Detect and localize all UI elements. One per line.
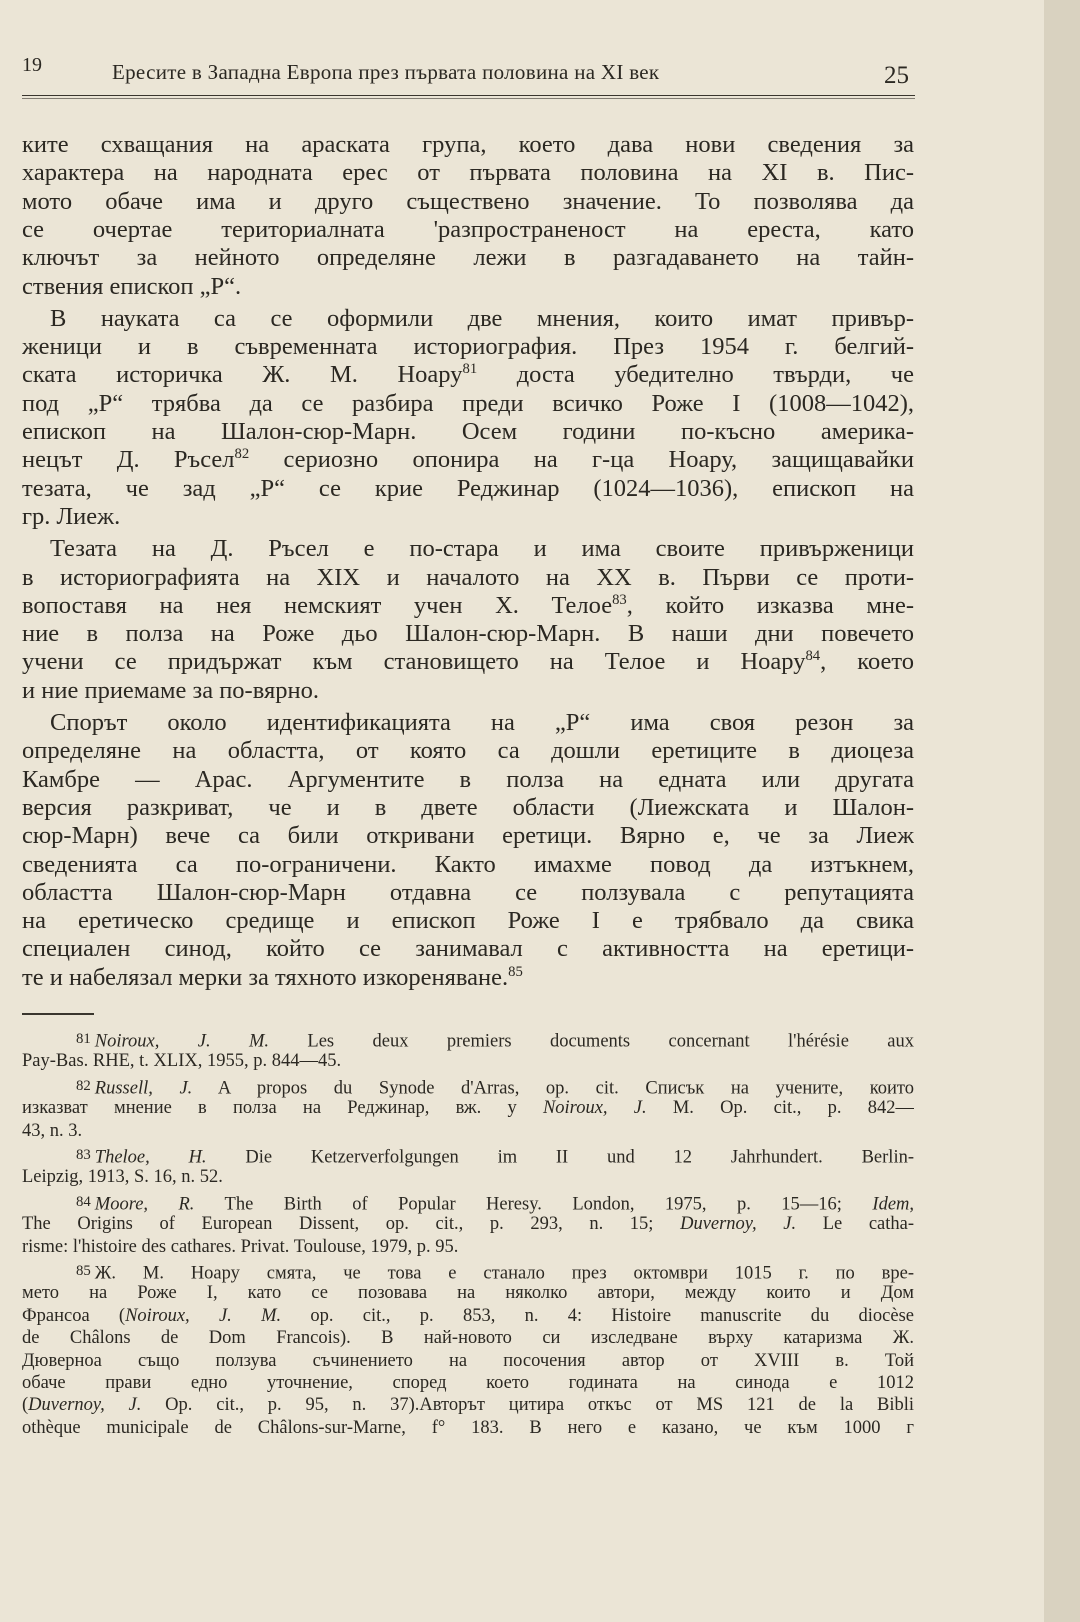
body-line [22, 130, 914, 160]
body-line [22, 765, 914, 795]
text-segment: мето на Роже I, като се позовава на няколко автори, между които и Дом [22, 1283, 914, 1304]
text-segment: Тезата на Д. Ръсел е по-стара и има своите привърженици [50, 535, 914, 563]
text-segment: Theloe, H. [94, 1147, 207, 1167]
body-line [22, 304, 914, 334]
text-segment: определяне на областта, от която са дошли еретиците в диоцеза [22, 737, 914, 765]
text-segment: ( [22, 1395, 29, 1416]
text-segment: сюр-Марн) вече са били откривани еретици. Вярно е, че за Лиеж [22, 822, 914, 850]
body-line [22, 647, 914, 677]
body-line [22, 676, 914, 706]
body-line [22, 474, 914, 504]
body-line [22, 850, 914, 880]
footnote-line [22, 1075, 914, 1098]
footnote-number: 85 [76, 1263, 91, 1279]
text-segment: ствения епископ „Р“. [22, 272, 242, 300]
text-segment: Leipzig, 1913, S. 16, n. 52. [22, 1167, 223, 1188]
text-segment: Камбре — Арас. Аргументите в полза на едната или другата [22, 765, 914, 793]
footnote-line [22, 1213, 914, 1236]
footnote-line [22, 1191, 914, 1214]
header-rule-secondary [22, 98, 915, 99]
text-segment: The Origins of European Dissent, op. cit., p. 293, n. 15; [22, 1214, 681, 1235]
body-line [22, 502, 914, 532]
text-segment: The Birth of Popular Heresy. London, 1975, p. 15—16; [194, 1194, 873, 1214]
body-line [22, 619, 914, 649]
footnote-number: 81 [76, 1031, 91, 1047]
footnote-line [22, 1350, 914, 1373]
text-segment: Op. cit., p. 95, n. 37).Авторът цитира откъс от MS 121 de la Bibli [141, 1395, 914, 1416]
text-segment: учени се придържат към становището на Телое и Ноару [22, 648, 806, 676]
text-segment: ската историчка Ж. М. Ноару [22, 361, 463, 389]
page-edge [1044, 0, 1080, 1622]
text-segment: Pay-Bas. RHE, t. XLIX, 1955, p. 844—45. [22, 1051, 342, 1072]
footnote-line [22, 1372, 914, 1395]
footnote-reference: 83 [612, 591, 627, 608]
footnote-line [22, 1394, 914, 1417]
text-segment: Die Ketzerverfolgungen im II und 12 Jahrhundert. Berlin- [206, 1147, 914, 1167]
text-segment: Франсоа ( [22, 1305, 126, 1326]
text-segment: ние в полза на Роже дьо Шалон-сюр-Марн. В наши дни повечето [22, 620, 914, 648]
body-line [22, 821, 914, 851]
body-line [22, 272, 914, 302]
text-segment: Спорът около идентификацията на „Р“ има своя резон за [50, 709, 914, 736]
text-segment: тезата, че зад „Р“ се крие Реджинар (1024—1036), епископ на [22, 474, 914, 502]
footnote-number: 82 [76, 1077, 91, 1094]
text-segment: Дюверноа също ползува съчинението на посочения автор от XVIII в. Той [22, 1350, 914, 1371]
text-segment: и ние приемаме за по-вярно. [22, 676, 319, 704]
body-line [22, 534, 914, 564]
body-line [22, 591, 914, 621]
text-segment: Ж. М. Ноару смята, че това е станало през октомври 1015 г. по вре- [94, 1263, 914, 1283]
section-number: 19 [22, 54, 42, 76]
body-line [22, 934, 914, 964]
footnote-line [22, 1028, 914, 1051]
text-segment: те и набелязал мерки за тяхното изкореняване. [22, 963, 509, 991]
footnote-line [22, 1236, 914, 1259]
body-line [22, 563, 914, 593]
text-segment: мото обаче има и друго съществено значение. То позволява да [22, 187, 914, 215]
text-segment: op. cit., p. 853, n. 4: Histoire manuscrite du diocèse [281, 1305, 914, 1326]
text-segment: Duvernoy, J. [28, 1395, 142, 1416]
text-segment: , който изказва мне- [626, 591, 914, 619]
text-segment: Idem, [872, 1194, 914, 1214]
body-line [22, 215, 914, 245]
text-segment: Noiroux, J. M. [125, 1305, 282, 1326]
footnote-line [22, 1327, 914, 1350]
text-segment: 43, n. 3. [22, 1120, 83, 1141]
page-number: 25 [884, 62, 909, 89]
text-segment: Russell, J. [94, 1078, 193, 1098]
body-line [22, 389, 914, 419]
text-segment: сериозно опонира на г-ца Ноару, защищавайки [249, 446, 914, 474]
footnote-line [22, 1166, 914, 1189]
body-line [22, 445, 914, 475]
footnote-separator [22, 1013, 94, 1015]
footnote-line [22, 1282, 914, 1305]
footnote-reference: 85 [508, 963, 523, 980]
footnote-line [22, 1144, 914, 1167]
text-segment: характера на народната ерес от първата половина на XI в. Пис- [22, 159, 914, 187]
body-line [22, 736, 914, 766]
text-segment: de Châlons de Dom Francois). В най-новото си изследване върху катаризма Ж. [22, 1328, 914, 1349]
text-segment: в историографията на XIX и началото на XX в. Първи се проти- [22, 563, 914, 591]
body-line [22, 360, 914, 390]
text-segment: Les deux premiers documents concernant l'hérésie aux [269, 1031, 914, 1051]
text-segment: A propos du Synode d'Arras, op. cit. Списък на учените, които [192, 1078, 914, 1098]
text-segment: сведенията са по-ограничени. Както имахме повод да изтъкнем, [22, 850, 914, 878]
footnote-reference: 82 [234, 446, 250, 463]
footnote-line [22, 1097, 914, 1120]
text-segment: се очертае териториалната 'разпространеност на ереста, като [22, 215, 914, 243]
text-segment: Noiroux, J. [542, 1098, 647, 1119]
body-line [22, 708, 914, 738]
text-segment: ките схващания на араската група, което дава нови сведения за [22, 131, 914, 158]
text-segment: под „Р“ трябва да се разбира преди всичко Роже I (1008—1042), [22, 389, 914, 417]
text-segment: гр. Лиеж. [22, 502, 121, 530]
body-line [22, 906, 914, 936]
text-segment: изказват мнение в полза на Реджинар, вж. у [22, 1098, 543, 1119]
text-segment: M. Op. cit., p. 842— [646, 1098, 914, 1119]
text-segment: В науката са се оформили две мнения, които имат привър- [50, 304, 914, 332]
body-line [22, 963, 914, 993]
body-line [22, 793, 914, 823]
footnote-line [22, 1120, 914, 1143]
footnote-line [22, 1305, 914, 1328]
body-line [22, 417, 914, 447]
text-segment: обаче прави едно уточнение, според което годината на синода е 1012 [22, 1373, 914, 1393]
text-segment: Le catha- [796, 1214, 914, 1235]
text-segment: вопоставя на нея немският учен X. Телое [22, 591, 613, 619]
footnote-reference: 84 [805, 648, 821, 665]
footnote-number: 84 [76, 1193, 91, 1210]
text-segment: версия разкриват, че и в двете области (Лиежската и Шалон- [22, 793, 914, 821]
text-segment: Duvernoy, J. [680, 1214, 797, 1235]
footnote-number: 83 [76, 1147, 91, 1163]
text-segment: областта Шалон-сюр-Марн отдавна се ползувала с репутацията [22, 878, 914, 906]
footnote-line [22, 1050, 914, 1073]
footnote-line [22, 1260, 914, 1283]
footnote-line [22, 1417, 914, 1440]
body-line [22, 243, 914, 273]
text-segment: женици и в съвременната историография. През 1954 г. белгий- [22, 333, 914, 361]
body-line [22, 878, 914, 908]
text-segment: нецът Д. Ръсел [22, 446, 235, 474]
text-segment: ключът за нейното определяне лежи в разгадаването на тайн- [22, 244, 914, 272]
text-segment: епископ на Шалон-сюр-Марн. Осем години по-късно америка- [22, 418, 914, 445]
body-line [22, 158, 914, 188]
text-segment: othèque municipale de Châlons-sur-Marne, f° 183. В него е казано, че към 1000 г [22, 1417, 914, 1438]
text-segment: на еретическо средище и епископ Роже I е трябвало да свика [22, 907, 914, 935]
running-title: Ересите в Западна Европа през първата половина на XI век [112, 60, 660, 84]
text-segment: , което [820, 648, 914, 676]
footnote-reference: 81 [462, 361, 478, 378]
body-line [22, 332, 914, 362]
text-segment: risme: l'histoire des cathares. Privat. Toulouse, 1979, p. 95. [22, 1236, 459, 1257]
text-segment: специален синод, който се занимавал с активността на еретици- [22, 935, 914, 963]
header-rule [22, 95, 915, 96]
body-line [22, 187, 914, 217]
text-segment: Moore, R. [94, 1194, 195, 1214]
text-segment: Noiroux, J. M. [94, 1031, 270, 1051]
text-segment: доста убедително твърди, че [477, 361, 914, 389]
